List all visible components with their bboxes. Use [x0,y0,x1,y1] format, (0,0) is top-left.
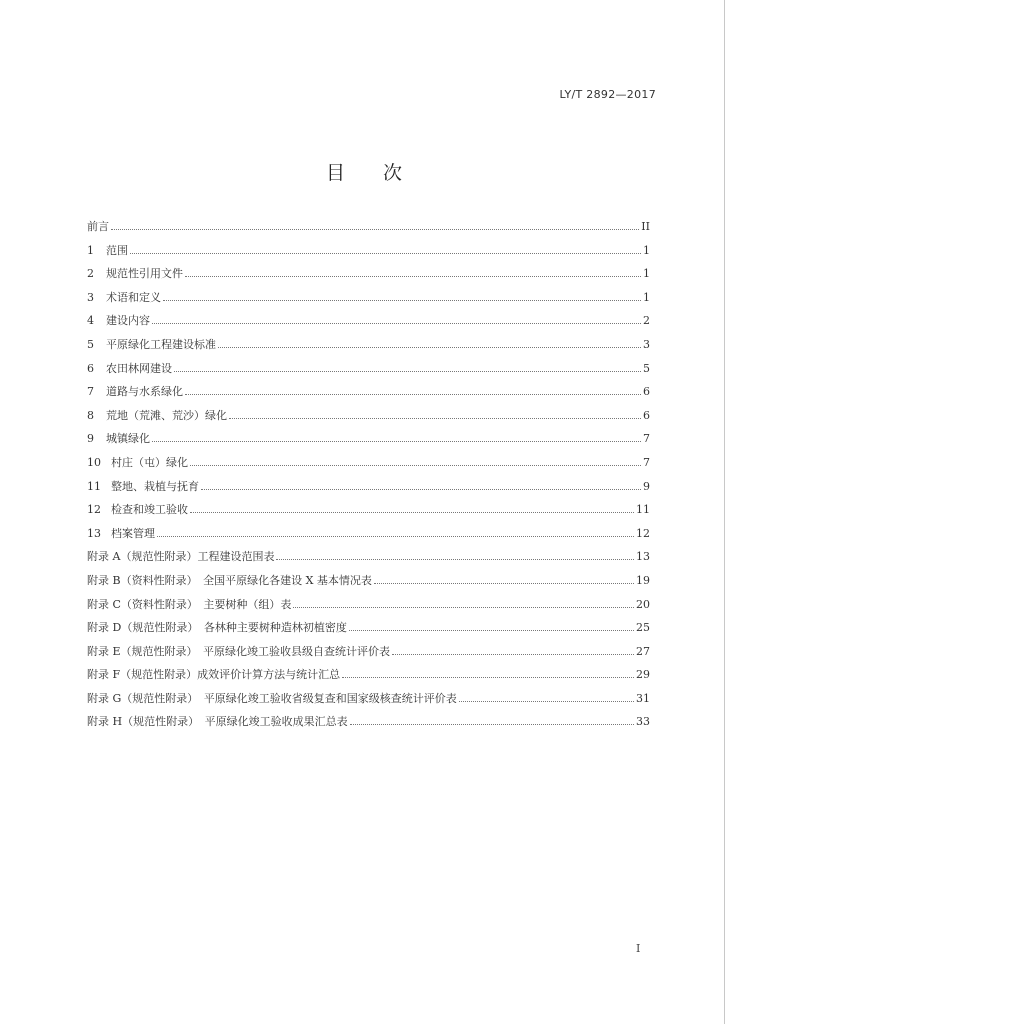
toc-entry[interactable] [87,361,650,385]
toc-dot-leader [174,371,641,372]
toc-entry-number: 9 [87,432,94,446]
toc-dot-leader [349,630,634,631]
toc-dot-leader [190,465,641,466]
toc-entry-page: 1 [643,243,650,257]
toc-dot-leader [157,536,634,537]
toc-entry-page: 9 [643,479,650,493]
toc-entry-number: 1 [87,243,94,257]
blank-adjacent-page [725,0,1024,1024]
toc-dot-leader [229,418,641,419]
toc-entry-number: 11 [87,479,101,493]
toc-entry-number: 7 [87,385,94,399]
toc-entry[interactable] [87,408,650,432]
toc-dot-leader [459,701,634,702]
toc-entry-page: 25 [636,621,650,635]
toc-entry-label: 附录 D（规范性附录） 各林种主要树种造林初植密度 [87,621,347,635]
toc-entry-page: 7 [643,432,650,446]
toc-entry-label: 平原绿化工程建设标准 [106,337,216,351]
toc-entry-page: 1 [643,290,650,304]
toc-entry-number: 8 [87,408,94,422]
toc-entry-label: 术语和定义 [106,290,161,304]
toc-entry[interactable] [87,313,650,337]
standard-code: LY/T 2892—2017 [559,88,656,101]
toc-entry-label: 农田林网建设 [106,361,172,375]
toc-entry[interactable] [87,266,650,290]
toc-dot-leader [163,300,641,301]
toc-entry-label: 建设内容 [106,314,150,328]
toc-entry-number: 12 [87,503,101,517]
toc-entry-page: 20 [636,597,650,611]
toc-entry[interactable] [87,644,650,668]
toc-entry-label: 检查和竣工验收 [111,503,188,517]
toc-entry-label: 城镇绿化 [106,432,150,446]
toc-entry-number: 13 [87,526,101,540]
toc-entry-label: 前言 [87,220,109,233]
toc-entry-page: 5 [643,361,650,375]
toc-entry-number: 2 [87,267,94,281]
toc-entry[interactable] [87,573,650,597]
toc-entry-page: 19 [636,573,650,587]
toc-entry-page: 29 [636,668,650,682]
toc-entry-page: 1 [643,267,650,281]
toc-entry[interactable] [87,243,650,267]
toc-entry-label: 附录 G（规范性附录） 平原绿化竣工验收省级复查和国家级核查统计评价表 [87,691,457,705]
toc-dot-leader [276,559,634,560]
toc-entry[interactable] [87,597,650,621]
page-number: I [636,942,641,955]
toc-entry-page: 3 [643,337,650,351]
toc-dot-leader [152,323,641,324]
toc-dot-leader [392,654,634,655]
table-of-contents [87,219,650,738]
toc-entry-label: 村庄（屯）绿化 [111,455,188,469]
toc-entry-page: 6 [643,385,650,399]
toc-dot-leader [130,253,641,254]
toc-entry[interactable] [87,455,650,479]
toc-entry-label: 附录 C（资料性附录） 主要树种（组）表 [87,597,292,611]
toc-entry-label: 附录 H（规范性附录） 平原绿化竣工验收成果汇总表 [87,715,348,729]
toc-entry-label: 整地、栽植与抚育 [111,479,199,493]
toc-dot-leader [111,229,639,230]
toc-entry[interactable] [87,384,650,408]
toc-entry[interactable] [87,620,650,644]
toc-entry-number: 4 [87,314,94,328]
toc-entry-page: 6 [643,408,650,422]
toc-entry-page: 2 [643,314,650,328]
toc-entry[interactable] [87,502,650,526]
toc-entry-page: 13 [636,550,650,564]
toc-entry[interactable] [87,431,650,455]
toc-entry[interactable] [87,290,650,314]
toc-dot-leader [218,347,641,348]
page-title: 目 次 [325,162,419,184]
toc-entry-page: 31 [636,691,650,705]
toc-entry-page: 33 [636,715,650,729]
toc-dot-leader [201,489,641,490]
toc-entry-label: 规范性引用文件 [106,267,183,281]
toc-entry[interactable] [87,691,650,715]
toc-entry[interactable] [87,714,650,738]
toc-entry-number: 5 [87,337,94,351]
toc-entry-page: 12 [636,526,650,540]
toc-entry[interactable] [87,549,650,573]
toc-entry[interactable] [87,337,650,361]
toc-dot-leader [185,276,641,277]
toc-entry[interactable] [87,526,650,550]
toc-entry-label: 附录 A（规范性附录）工程建设范围表 [87,550,275,564]
toc-entry[interactable] [87,219,650,243]
toc-entry-label: 附录 B（资料性附录） 全国平原绿化各建设 X 基本情况表 [87,573,372,587]
toc-dot-leader [185,394,641,395]
toc-entry-label: 荒地（荒滩、荒沙）绿化 [106,408,227,422]
toc-dot-leader [293,607,634,608]
toc-dot-leader [350,724,634,725]
toc-entry[interactable] [87,667,650,691]
toc-entry-page: II [641,220,650,233]
toc-entry-page: 7 [643,455,650,469]
toc-entry-label: 道路与水系绿化 [106,385,183,399]
toc-entry-label: 范围 [106,243,128,257]
toc-entry[interactable] [87,479,650,503]
toc-entry-number: 3 [87,290,94,304]
toc-dot-leader [152,441,641,442]
toc-dot-leader [190,512,634,513]
toc-entry-label: 附录 E（规范性附录） 平原绿化竣工验收县级自查统计评价表 [87,644,391,658]
toc-dot-leader [374,583,634,584]
toc-entry-number: 6 [87,361,94,375]
toc-entry-page: 11 [636,503,650,517]
toc-entry-label: 附录 F（规范性附录）成效评价计算方法与统计汇总 [87,668,341,682]
toc-entry-page: 27 [636,644,650,658]
toc-dot-leader [342,677,634,678]
toc-entry-label: 档案管理 [111,526,155,540]
toc-entry-number: 10 [87,455,101,469]
